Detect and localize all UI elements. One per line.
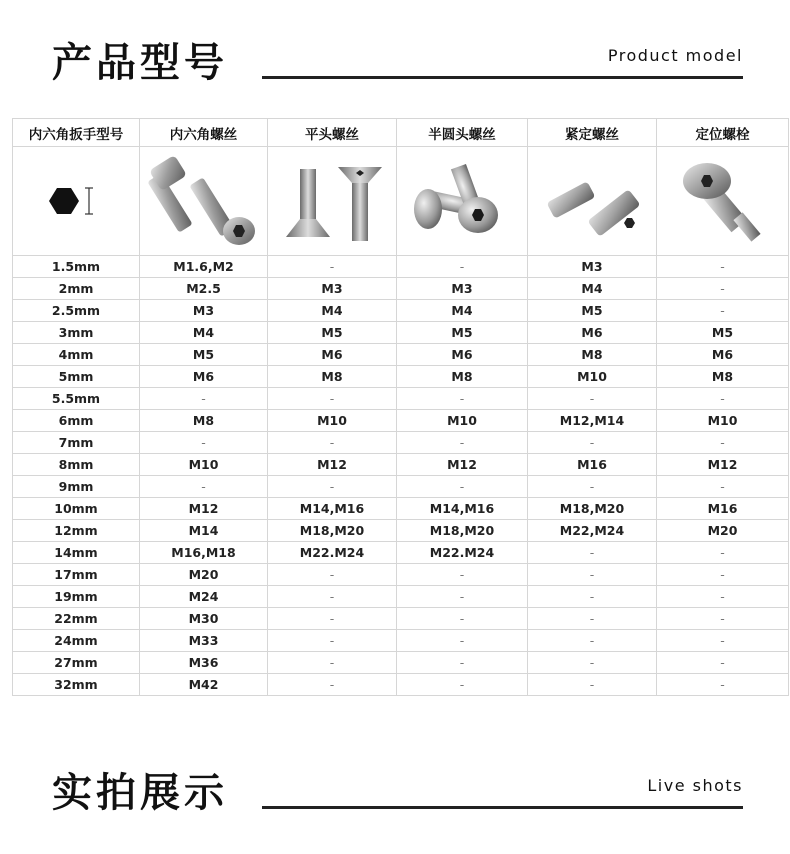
cell-button-head-screw: M5: [397, 322, 528, 344]
cell-button-head-screw: M14,M16: [397, 498, 528, 520]
divider-line: [262, 76, 743, 79]
cell-socket-cap-screw: M16,M18: [140, 542, 268, 564]
cell-flat-head-screw: M3: [268, 278, 397, 300]
table-row: [13, 476, 789, 498]
cell-button-head-screw: M4: [397, 300, 528, 322]
cell-socket-cap-screw: M10: [140, 454, 268, 476]
section-title-en: Live shots: [647, 776, 743, 795]
cell-shoulder-bolt: -: [657, 608, 789, 630]
cell-flat-head-screw: -: [268, 476, 397, 498]
cell-socket-cap-screw: M8: [140, 410, 268, 432]
cell-set-screw: M8: [528, 344, 657, 366]
cell-button-head-screw: M3: [397, 278, 528, 300]
cell-button-head-screw: -: [397, 564, 528, 586]
table-row: [13, 674, 789, 696]
table-row: [13, 520, 789, 542]
cell-wrench-size: 1.5mm: [13, 256, 140, 278]
cell-set-screw: -: [528, 476, 657, 498]
cell-button-head-screw: M22.M24: [397, 542, 528, 564]
cell-set-screw: M6: [528, 322, 657, 344]
cell-flat-head-screw: M12: [268, 454, 397, 476]
cell-shoulder-bolt: M20: [657, 520, 789, 542]
cell-socket-cap-screw: -: [140, 476, 268, 498]
cell-set-screw: -: [528, 432, 657, 454]
table-header-row: [13, 119, 789, 147]
cell-set-screw: -: [528, 652, 657, 674]
cell-wrench-size: 9mm: [13, 476, 140, 498]
cell-socket-cap-screw: M12: [140, 498, 268, 520]
section-title-cn: 实拍展示: [52, 770, 228, 816]
cell-set-screw: -: [528, 586, 657, 608]
table-row: [13, 542, 789, 564]
cell-socket-cap-screw: M33: [140, 630, 268, 652]
cell-flat-head-screw: M14,M16: [268, 498, 397, 520]
cell-shoulder-bolt: -: [657, 674, 789, 696]
cell-set-screw: M18,M20: [528, 498, 657, 520]
cell-socket-cap-screw: M3: [140, 300, 268, 322]
cell-set-screw: -: [528, 674, 657, 696]
cell-set-screw: M22,M24: [528, 520, 657, 542]
cell-shoulder-bolt: M5: [657, 322, 789, 344]
cell-shoulder-bolt: -: [657, 278, 789, 300]
cell-shoulder-bolt: -: [657, 586, 789, 608]
cell-shoulder-bolt: M16: [657, 498, 789, 520]
cell-shoulder-bolt: M8: [657, 366, 789, 388]
cell-button-head-screw: -: [397, 256, 528, 278]
cell-button-head-screw: -: [397, 388, 528, 410]
cell-flat-head-screw: M5: [268, 322, 397, 344]
cell-flat-head-screw: -: [268, 564, 397, 586]
section-title-cn: 产品型号: [52, 40, 228, 86]
cell-socket-cap-screw: M20: [140, 564, 268, 586]
table-row: [13, 366, 789, 388]
cell-socket-cap-screw: M36: [140, 652, 268, 674]
cell-wrench-size: 19mm: [13, 586, 140, 608]
cell-socket-cap-screw: M2.5: [140, 278, 268, 300]
table-row: [13, 498, 789, 520]
live-shots-header: [0, 768, 790, 838]
cell-shoulder-bolt: -: [657, 256, 789, 278]
cell-shoulder-bolt: -: [657, 476, 789, 498]
cell-wrench-size: 10mm: [13, 498, 140, 520]
table-row: [13, 564, 789, 586]
cell-set-screw: -: [528, 608, 657, 630]
spec-table-container: [12, 118, 786, 696]
cell-shoulder-bolt: M6: [657, 344, 789, 366]
cell-wrench-size: 32mm: [13, 674, 140, 696]
table-row: [13, 322, 789, 344]
cell-shoulder-bolt: -: [657, 388, 789, 410]
cell-socket-cap-screw: M42: [140, 674, 268, 696]
button-head-screw-image: [397, 147, 528, 256]
cell-flat-head-screw: M22.M24: [268, 542, 397, 564]
cell-shoulder-bolt: M10: [657, 410, 789, 432]
set-screw-image: [528, 147, 657, 256]
cell-button-head-screw: -: [397, 586, 528, 608]
table-row: [13, 256, 789, 278]
cell-flat-head-screw: -: [268, 674, 397, 696]
cell-set-screw: -: [528, 564, 657, 586]
flat-head-screw-image: [268, 147, 397, 256]
cell-wrench-size: 8mm: [13, 454, 140, 476]
shoulder-bolt-image: [657, 147, 789, 256]
cell-shoulder-bolt: -: [657, 564, 789, 586]
cell-socket-cap-screw: M1.6,M2: [140, 256, 268, 278]
cell-set-screw: M4: [528, 278, 657, 300]
header-set-screw: 紧定螺丝: [528, 119, 657, 147]
cell-shoulder-bolt: -: [657, 652, 789, 674]
cell-set-screw: M10: [528, 366, 657, 388]
cell-flat-head-screw: M4: [268, 300, 397, 322]
cell-flat-head-screw: -: [268, 432, 397, 454]
cell-flat-head-screw: -: [268, 608, 397, 630]
product-model-header: [0, 38, 790, 108]
hex-key-size-icon: [13, 147, 140, 256]
cell-wrench-size: 2mm: [13, 278, 140, 300]
cell-wrench-size: 6mm: [13, 410, 140, 432]
cell-flat-head-screw: M8: [268, 366, 397, 388]
table-row: [13, 630, 789, 652]
cell-button-head-screw: M10: [397, 410, 528, 432]
cell-shoulder-bolt: M12: [657, 454, 789, 476]
cell-socket-cap-screw: M6: [140, 366, 268, 388]
cell-flat-head-screw: -: [268, 586, 397, 608]
cell-flat-head-screw: -: [268, 388, 397, 410]
cell-socket-cap-screw: M4: [140, 322, 268, 344]
cell-set-screw: M16: [528, 454, 657, 476]
cell-flat-head-screw: -: [268, 652, 397, 674]
header-button-head-screw: 半圆头螺丝: [397, 119, 528, 147]
cell-set-screw: -: [528, 542, 657, 564]
table-row: [13, 344, 789, 366]
cell-button-head-screw: -: [397, 476, 528, 498]
cell-flat-head-screw: -: [268, 630, 397, 652]
cell-wrench-size: 12mm: [13, 520, 140, 542]
cell-button-head-screw: -: [397, 674, 528, 696]
image-row: [13, 147, 789, 256]
cell-button-head-screw: -: [397, 630, 528, 652]
cell-set-screw: -: [528, 388, 657, 410]
header-socket-cap-screw: 内六角螺丝: [140, 119, 268, 147]
socket-head-cap-screw-image: [140, 147, 268, 256]
cell-socket-cap-screw: M5: [140, 344, 268, 366]
cell-wrench-size: 4mm: [13, 344, 140, 366]
table-row: [13, 454, 789, 476]
cell-wrench-size: 24mm: [13, 630, 140, 652]
header-shoulder-bolt: 定位螺栓: [657, 119, 789, 147]
cell-wrench-size: 2.5mm: [13, 300, 140, 322]
cell-set-screw: M12,M14: [528, 410, 657, 432]
cell-button-head-screw: M8: [397, 366, 528, 388]
cell-shoulder-bolt: -: [657, 630, 789, 652]
cell-wrench-size: 22mm: [13, 608, 140, 630]
cell-wrench-size: 17mm: [13, 564, 140, 586]
spec-table: [12, 118, 789, 696]
cell-socket-cap-screw: M30: [140, 608, 268, 630]
table-row: [13, 586, 789, 608]
cell-shoulder-bolt: -: [657, 542, 789, 564]
cell-button-head-screw: M12: [397, 454, 528, 476]
cell-button-head-screw: -: [397, 608, 528, 630]
table-row: [13, 432, 789, 454]
cell-wrench-size: 27mm: [13, 652, 140, 674]
table-row: [13, 652, 789, 674]
cell-wrench-size: 5mm: [13, 366, 140, 388]
divider-line: [262, 806, 743, 809]
cell-socket-cap-screw: -: [140, 432, 268, 454]
header-flat-head-screw: 平头螺丝: [268, 119, 397, 147]
cell-flat-head-screw: M10: [268, 410, 397, 432]
table-row: [13, 300, 789, 322]
cell-button-head-screw: M18,M20: [397, 520, 528, 542]
section-title-en: Product model: [607, 46, 743, 65]
cell-wrench-size: 3mm: [13, 322, 140, 344]
cell-wrench-size: 5.5mm: [13, 388, 140, 410]
cell-flat-head-screw: M18,M20: [268, 520, 397, 542]
header-wrench-size: 内六角扳手型号: [13, 119, 140, 147]
cell-socket-cap-screw: M14: [140, 520, 268, 542]
cell-wrench-size: 14mm: [13, 542, 140, 564]
table-row: [13, 388, 789, 410]
cell-wrench-size: 7mm: [13, 432, 140, 454]
cell-button-head-screw: M6: [397, 344, 528, 366]
table-row: [13, 608, 789, 630]
cell-shoulder-bolt: -: [657, 432, 789, 454]
cell-socket-cap-screw: -: [140, 388, 268, 410]
cell-button-head-screw: -: [397, 432, 528, 454]
cell-shoulder-bolt: -: [657, 300, 789, 322]
cell-socket-cap-screw: M24: [140, 586, 268, 608]
cell-button-head-screw: -: [397, 652, 528, 674]
cell-flat-head-screw: M6: [268, 344, 397, 366]
cell-flat-head-screw: -: [268, 256, 397, 278]
table-row: [13, 410, 789, 432]
cell-set-screw: -: [528, 630, 657, 652]
table-row: [13, 278, 789, 300]
cell-set-screw: M3: [528, 256, 657, 278]
cell-set-screw: M5: [528, 300, 657, 322]
